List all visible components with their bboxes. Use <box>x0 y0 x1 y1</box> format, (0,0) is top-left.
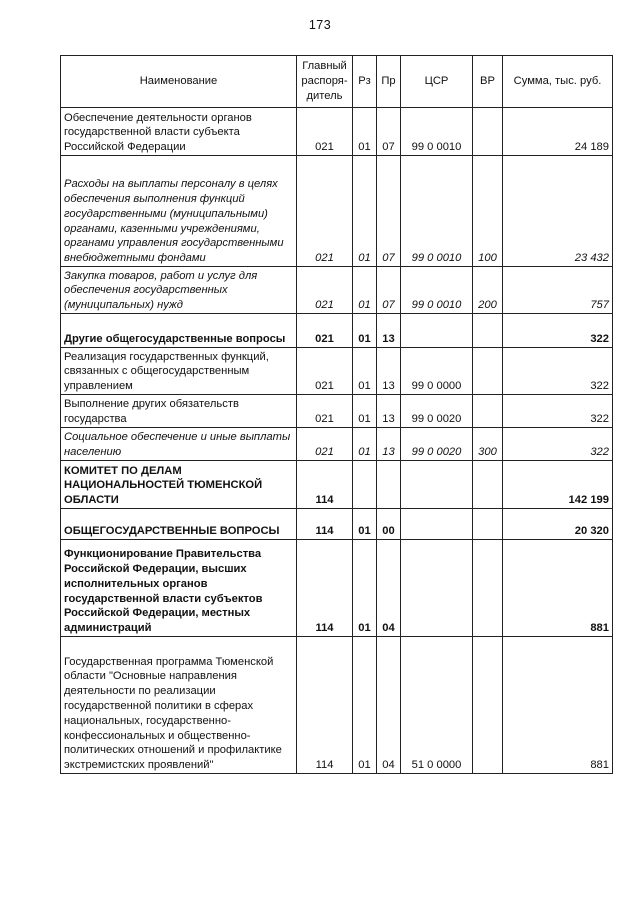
row-rz: 01 <box>353 314 377 348</box>
row-csr: 99 0 0010 <box>401 156 473 267</box>
row-vr <box>473 637 503 774</box>
row-admin: 021 <box>297 348 353 395</box>
row-csr: 99 0 0000 <box>401 348 473 395</box>
table-row <box>61 395 613 428</box>
row-vr: 100 <box>473 156 503 267</box>
row-sum: 24 189 <box>503 108 613 156</box>
row-pr: 13 <box>377 314 401 348</box>
row-name: КОМИТЕТ ПО ДЕЛАМ НАЦИОНАЛЬНОСТЕЙ ТЮМЕНСКОЙ ОБЛАСТИ <box>61 461 297 509</box>
row-vr <box>473 108 503 156</box>
row-csr: 99 0 0020 <box>401 395 473 428</box>
row-sum: 322 <box>503 428 613 461</box>
row-rz <box>353 461 377 509</box>
row-name: Закупка товаров, работ и услуг для обеспечения государственных (муниципальных) нужд <box>61 267 297 314</box>
row-pr: 07 <box>377 156 401 267</box>
row-vr <box>473 348 503 395</box>
row-vr <box>473 509 503 540</box>
row-rz: 01 <box>353 540 377 637</box>
row-sum: 23 432 <box>503 156 613 267</box>
row-pr: 13 <box>377 428 401 461</box>
row-csr: 99 0 0010 <box>401 108 473 156</box>
row-admin: 021 <box>297 156 353 267</box>
row-pr: 04 <box>377 637 401 774</box>
row-name: Социальное обеспечение и иные выплаты населению <box>61 428 297 461</box>
table-row <box>61 461 613 509</box>
row-rz: 01 <box>353 108 377 156</box>
table-row <box>61 108 613 156</box>
row-admin: 021 <box>297 108 353 156</box>
row-pr: 07 <box>377 267 401 314</box>
row-rz: 01 <box>353 348 377 395</box>
header-sum: Сумма, тыс. руб. <box>503 56 613 108</box>
row-pr: 13 <box>377 395 401 428</box>
row-admin: 114 <box>297 637 353 774</box>
row-pr: 13 <box>377 348 401 395</box>
row-csr: 99 0 0010 <box>401 267 473 314</box>
row-csr <box>401 314 473 348</box>
row-pr: 00 <box>377 509 401 540</box>
row-vr <box>473 395 503 428</box>
row-vr <box>473 314 503 348</box>
table-row <box>61 156 613 267</box>
row-name: Выполнение других обязательств государства <box>61 395 297 428</box>
row-sum: 322 <box>503 348 613 395</box>
row-sum: 20 320 <box>503 509 613 540</box>
row-name: Реализация государственных функций, связанных с общегосударственным управлением <box>61 348 297 395</box>
row-sum: 322 <box>503 395 613 428</box>
row-csr: 51 0 0000 <box>401 637 473 774</box>
budget-table <box>60 55 613 774</box>
header-admin: Главный распоря-дитель <box>297 56 353 108</box>
row-vr <box>473 540 503 637</box>
row-sum: 881 <box>503 540 613 637</box>
table-row <box>61 428 613 461</box>
row-admin: 114 <box>297 461 353 509</box>
row-admin: 114 <box>297 509 353 540</box>
row-rz: 01 <box>353 509 377 540</box>
row-vr <box>473 461 503 509</box>
row-sum: 757 <box>503 267 613 314</box>
row-rz: 01 <box>353 428 377 461</box>
row-name: Функционирование Правительства Российской Федерации, высших исполнительных органов государственной власти субъектов Российской Федерации, местных администраций <box>61 540 297 637</box>
table-row <box>61 267 613 314</box>
row-rz: 01 <box>353 637 377 774</box>
row-vr: 300 <box>473 428 503 461</box>
row-sum: 881 <box>503 637 613 774</box>
row-sum: 142 199 <box>503 461 613 509</box>
header-vr: ВР <box>473 56 503 108</box>
row-pr <box>377 461 401 509</box>
header-pr: Пр <box>377 56 401 108</box>
header-csr: ЦСР <box>401 56 473 108</box>
row-rz: 01 <box>353 267 377 314</box>
row-admin: 021 <box>297 267 353 314</box>
row-csr <box>401 540 473 637</box>
header-name: Наименование <box>61 56 297 108</box>
row-name: Расходы на выплаты персоналу в целях обеспечения выполнения функций государственными (муниципальными) органами, казенными учреждениями, органами управления государственными внебюджетными фондами <box>61 156 297 267</box>
row-admin: 021 <box>297 428 353 461</box>
row-admin: 021 <box>297 314 353 348</box>
row-rz: 01 <box>353 395 377 428</box>
row-name: Обеспечение деятельности органов государственной власти субъекта Российской Федерации <box>61 108 297 156</box>
table-row <box>61 348 613 395</box>
row-pr: 04 <box>377 540 401 637</box>
row-csr <box>401 461 473 509</box>
row-admin: 021 <box>297 395 353 428</box>
row-csr: 99 0 0020 <box>401 428 473 461</box>
table-header-row <box>61 56 613 108</box>
row-sum: 322 <box>503 314 613 348</box>
row-name: Другие общегосударственные вопросы <box>61 314 297 348</box>
row-pr: 07 <box>377 108 401 156</box>
row-admin: 114 <box>297 540 353 637</box>
header-rz: Рз <box>353 56 377 108</box>
page-number: 173 <box>308 18 332 32</box>
row-name: Государственная программа Тюменской области "Основные направления деятельности по реализации государственной политики в сферах национальных, государственно-конфессиональных и общественно-политических отношений и профилактике экстремистских проявлений" <box>61 637 297 774</box>
row-rz: 01 <box>353 156 377 267</box>
table-row <box>61 637 613 774</box>
row-csr <box>401 509 473 540</box>
row-name: ОБЩЕГОСУДАРСТВЕННЫЕ ВОПРОСЫ <box>61 509 297 540</box>
table-row <box>61 509 613 540</box>
table-row <box>61 314 613 348</box>
row-vr: 200 <box>473 267 503 314</box>
table-row <box>61 540 613 637</box>
